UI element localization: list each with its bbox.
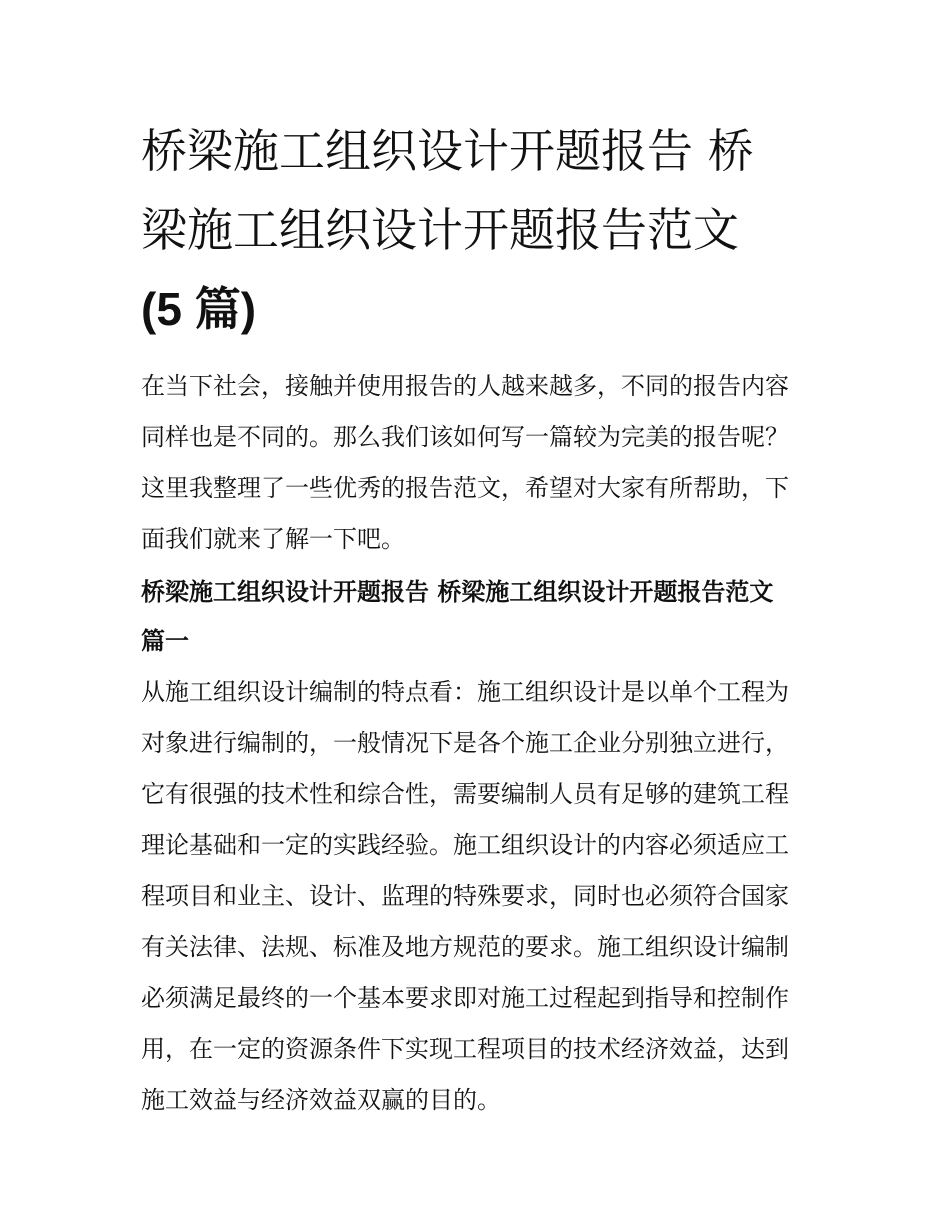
document-page — [141, 112, 813, 1126]
document-title — [141, 112, 813, 349]
body-line-9: 施工效益与经济效益双赢的目的。 — [141, 1086, 501, 1114]
title-line-1: 桥梁施工组织设计开题报告 桥 — [141, 124, 754, 178]
body-line-6: 有关法律、法规、标准及地方规范的要求。施工组织设计编制 — [141, 933, 789, 961]
body-line-8: 用，在一定的资源条件下实现工程项目的技术经济效益，达到 — [141, 1035, 789, 1063]
title-count: 5 — [156, 283, 182, 335]
section-heading — [141, 567, 813, 665]
section-heading-line-2: 篇一 — [141, 626, 189, 655]
title-suffix-word: 篇) — [181, 283, 257, 335]
intro-paragraph — [141, 361, 813, 565]
body-line-4: 理论基础和一定的实践经验。施工组织设计的内容必须适应工 — [141, 831, 789, 859]
title-suffix-open: ( — [141, 283, 157, 335]
intro-line-2: 同样也是不同的。那么我们该如何写一篇较为完美的报告呢？ — [141, 423, 789, 451]
title-line-2: 梁施工组织设计开题报告范文 — [141, 203, 739, 257]
title-line-3 — [141, 270, 813, 349]
intro-line-1: 在当下社会，接触并使用报告的人越来越多，不同的报告内容 — [141, 372, 789, 400]
body-line-7: 必须满足最终的一个基本要求即对施工过程起到指导和控制作 — [141, 984, 789, 1012]
body-line-2: 对象进行编制的，一般情况下是各个施工企业分别独立进行， — [141, 729, 789, 757]
intro-line-4: 面我们就来了解一下吧。 — [141, 525, 405, 553]
body-paragraph — [141, 667, 813, 1126]
body-line-3: 它有很强的技术性和综合性，需要编制人员有足够的建筑工程 — [141, 780, 789, 808]
section-heading-line-1: 桥梁施工组织设计开题报告 桥梁施工组织设计开题报告范文 — [141, 577, 774, 606]
intro-line-3: 这里我整理了一些优秀的报告范文，希望对大家有所帮助，下 — [141, 474, 789, 502]
body-line-5: 程项目和业主、设计、监理的特殊要求，同时也必须符合国家 — [141, 882, 789, 910]
body-line-1: 从施工组织设计编制的特点看：施工组织设计是以单个工程为 — [141, 678, 789, 706]
